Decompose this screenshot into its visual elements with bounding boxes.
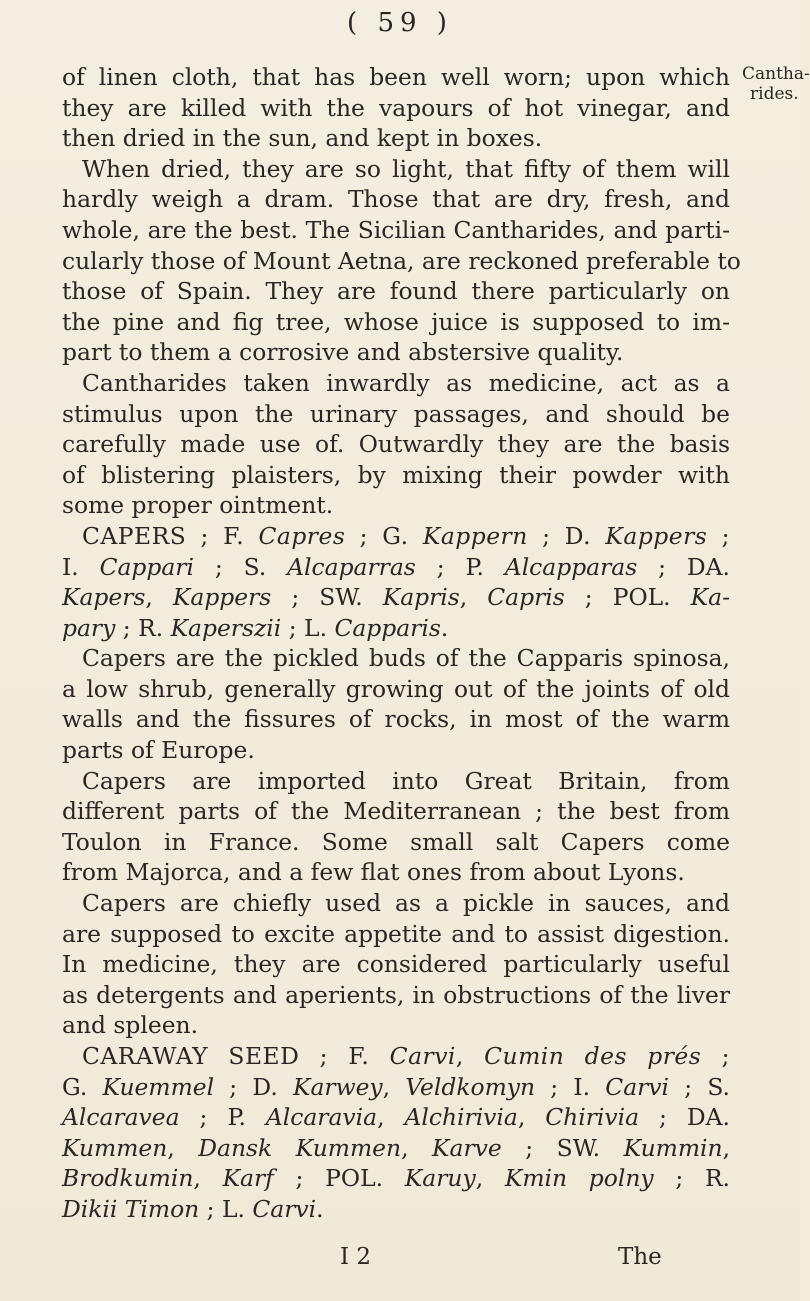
text-line: Toulon in France. Some small salt Capers come (62, 827, 730, 856)
caraway-heading-line: G. Kuemmel ; D. Karwey, Veldkomyn ; I. Carvi ; S. (62, 1072, 730, 1101)
text-line: carefully made use of. Outwardly they are the basis (62, 430, 730, 459)
text-line: cularly those of Mount Aetna, are reckoned preferable to (62, 246, 741, 275)
caraway-heading-line: Kummen, Dansk Kummen, Karve ; SW. Kummin, (62, 1133, 731, 1162)
caraway-heading-line: Alcaravea ; P. Alcaravia, Alchirivia, Chirivia ; DA. (62, 1103, 730, 1132)
text-line: and spleen. (62, 1011, 199, 1040)
capers-heading-line: CAPERS ; F. Capres ; G. Kappern ; D. Kappers ; (82, 521, 730, 550)
text-line: Capers are the pickled buds of the Capparis spinosa, (82, 644, 730, 673)
text-line: from Majorca, and a few flat ones from about Lyons. (62, 858, 685, 887)
margin-note (742, 64, 810, 104)
text-line: are supposed to excite appetite and to assist digestion. (62, 919, 730, 948)
text-line: of linen cloth, that has been well worn; upon which (62, 63, 730, 91)
text-line: In medicine, they are considered particularly useful (62, 950, 730, 979)
caraway-heading-line: Brodkumin, Karf ; POL. Karuy, Kmin polny ; R. (62, 1164, 730, 1193)
margin-note-line-1: Cantha- (742, 64, 810, 84)
text-line: whole, are the best. The Sicilian Cantharides, and parti- (62, 215, 730, 244)
text-line: then dried in the sun, and kept in boxes. (62, 124, 543, 153)
margin-note-line-2: rides. (750, 84, 799, 104)
text-line: of blistering plaisters, by mixing their powder with (62, 460, 730, 489)
signature-mark: I 2 (340, 1244, 372, 1270)
catchword: The (618, 1244, 662, 1270)
text-line: walls and the fissures of rocks, in most of the warm (62, 705, 730, 734)
text-line: as detergents and aperients, in obstructions of the liver (62, 980, 730, 1009)
text-line: part to them a corrosive and abstersive quality. (62, 338, 624, 367)
text-line: different parts of the Mediterranean ; the best from (62, 797, 730, 826)
text-line: Cantharides taken inwardly as medicine, act as a (82, 368, 730, 397)
text-line: hardly weigh a dram. Those that are dry, fresh, and (62, 185, 730, 214)
text-line: Capers are chiefly used as a pickle in sauces, and (82, 889, 730, 918)
text-line: Capers are imported into Great Britain, from (82, 766, 730, 795)
body-text (62, 62, 741, 1225)
text-line: some proper ointment. (62, 491, 334, 520)
text-line: the pine and fig tree, whose juice is supposed to im- (62, 307, 730, 336)
caraway-heading-line: Dikii Timon ; L. Carvi. (62, 1194, 324, 1223)
capers-heading-line: pary ; R. Kaperszii ; L. Capparis. (62, 613, 449, 642)
caraway-heading-line: CARAWAY SEED ; F. Carvi, Cumin des prés ; (82, 1042, 730, 1070)
text-line: they are killed with the vapours of hot vinegar, and (62, 93, 730, 122)
text-line: stimulus upon the urinary passages, and should be (62, 399, 730, 428)
text-line: parts of Europe. (62, 736, 255, 765)
page-number: ( 59 ) (347, 8, 453, 38)
text-line: those of Spain. They are found there particularly on (62, 277, 730, 306)
capers-heading-line: Kapers, Kappers ; SW. Kapris, Capris ; POL. Ka- (62, 583, 730, 612)
capers-heading-line: I. Cappari ; S. Alcaparras ; P. Alcapparas ; DA. (62, 552, 730, 581)
page-footer (0, 1244, 800, 1276)
text-line: a low shrub, generally growing out of the joints of old (62, 674, 730, 703)
text-line: When dried, they are so light, that fifty of them will (82, 154, 730, 183)
